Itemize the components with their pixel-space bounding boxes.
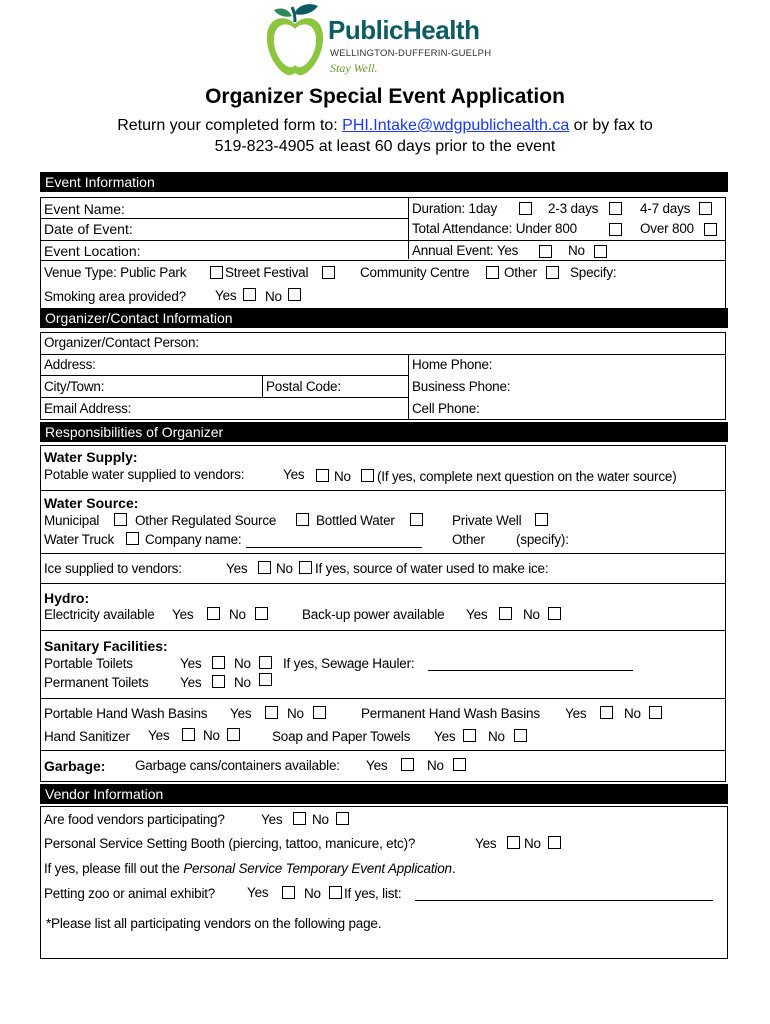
permanent-toilets-yes-checkbox[interactable] [212,675,225,688]
attendance-over800-label: Over 800 [640,221,694,236]
company-name-line[interactable] [246,547,422,548]
venue-street-checkbox[interactable] [322,266,335,279]
intro-fax-line: 519-823-4905 at least 60 days prior to the event [214,138,556,155]
venue-street-label: Street Festival [225,265,309,280]
duration-1day-checkbox[interactable] [519,202,532,215]
soap-towels-label: Soap and Paper Towels [272,729,411,744]
permanent-toilets-label: Permanent Toilets [44,675,149,690]
sanitizer-yes-checkbox[interactable] [182,728,195,741]
form-title: Organizer Special Event Application [205,85,565,108]
permanent-handwash-no-checkbox[interactable] [649,706,662,719]
portable-handwash-no-label: No [287,706,304,721]
psb-no-checkbox[interactable] [548,836,561,849]
venue-park-checkbox[interactable] [210,266,223,279]
section-header-vendor [40,784,728,804]
venue-other-checkbox[interactable] [546,266,559,279]
electricity-yes-label: Yes [172,607,194,622]
event-date-label: Date of Event: [44,221,133,237]
portable-toilets-yes-checkbox[interactable] [212,656,225,669]
logo-name: PublicHealth [328,15,480,45]
potable-yes-label: Yes [283,467,305,482]
permanent-handwash-yes-checkbox[interactable] [600,706,613,719]
permanent-toilets-no-label: No [234,675,251,690]
intro-before: Return your completed form to: [117,117,343,134]
annual-no-label: No [568,243,585,258]
public-health-logo [262,2,502,80]
portable-handwash-yes-checkbox[interactable] [265,706,278,719]
annual-event-label: Annual Event: Yes [412,243,519,258]
portable-handwash-label: Portable Hand Wash Basins [44,706,208,721]
permanent-toilets-no-checkbox[interactable] [259,673,272,686]
row-line [40,354,726,355]
potable-note: (If yes, complete next question on the water source) [377,469,677,484]
postal-code-label: Postal Code: [266,379,341,394]
portable-toilets-no-label: No [234,656,251,671]
venue-specify-label: Specify: [570,265,617,280]
garbage-yes-label: Yes [366,758,388,773]
row-line [40,240,726,241]
backup-power-label: Back-up power available [302,607,445,622]
vendor-note: *Please list all participating vendors on the following page. [46,916,382,931]
row-line [40,698,726,699]
attendance-under800-checkbox[interactable] [609,223,622,236]
petting-list-label: If yes, list: [344,886,402,901]
petting-no-checkbox[interactable] [329,886,342,899]
section-title: Organizer/Contact Information [45,310,233,326]
row-line [40,375,408,376]
garbage-cans-label: Garbage cans/containers available: [135,758,340,773]
backup-yes-label: Yes [466,607,488,622]
portable-toilets-yes-label: Yes [180,656,202,671]
psb-no-label: No [524,836,541,851]
water-truck-label: Water Truck [44,532,115,547]
petting-zoo-label: Petting zoo or animal exhibit? [44,886,216,901]
venue-community-label: Community Centre [360,265,470,280]
psb-application-link: Personal Service Temporary Event Application [183,861,452,876]
divider [262,375,263,397]
other-source-label: Other [452,532,485,547]
row-line [40,490,726,491]
ice-yes-checkbox[interactable] [258,561,271,574]
event-location-label: Event Location: [44,243,141,259]
other-regulated-checkbox[interactable] [296,513,309,526]
duration-4-7-checkbox[interactable] [699,202,712,215]
ice-yes-label: Yes [226,561,248,576]
smoking-no-checkbox[interactable] [288,288,301,301]
water-supply-heading: Water Supply: [44,449,138,465]
row-line [40,630,726,631]
other-specify-label: (specify): [516,532,569,547]
sanitizer-yes-label: Yes [148,728,170,743]
ice-no-label: No [276,561,293,576]
psb-yes-checkbox[interactable] [507,836,520,849]
smoking-yes-checkbox[interactable] [243,288,256,301]
apple-logo-icon [262,2,328,80]
water-source-heading: Water Source: [44,495,139,511]
section-header-responsibilities [40,422,728,442]
permanent-toilets-yes-label: Yes [180,675,202,690]
sanitary-heading: Sanitary Facilities: [44,638,168,654]
venue-other-label: Other [504,265,537,280]
logo-subtitle: WELLINGTON-DUFFERIN-GUELPH [330,48,492,59]
email-link[interactable]: PHI.Intake@wdgpublichealth.ca [342,117,570,134]
row-line [40,553,726,554]
psb-label: Personal Service Setting Booth (piercing, tattoo, manicure, etc)? [44,836,416,851]
attendance-label: Total Attendance: Under 800 [412,221,577,236]
backup-no-label: No [523,607,540,622]
garbage-yes-checkbox[interactable] [401,758,414,771]
food-vendors-label: Are food vendors participating? [44,812,225,827]
electricity-yes-checkbox[interactable] [207,607,220,620]
petting-yes-checkbox[interactable] [282,886,295,899]
potable-no-checkbox[interactable] [361,469,374,482]
intro-after: or by fax to [569,117,653,134]
attendance-over800-checkbox[interactable] [704,223,717,236]
duration-2-3-checkbox[interactable] [609,202,622,215]
vendor-info-box [40,806,728,959]
electricity-no-label: No [229,607,246,622]
row-line [40,750,726,751]
food-no-label: No [312,812,329,827]
petting-list-line[interactable] [415,900,713,901]
permanent-handwash-label: Permanent Hand Wash Basins [361,706,540,721]
annual-yes-checkbox[interactable] [539,245,552,258]
section-header-contact [40,308,728,328]
venue-community-checkbox[interactable] [486,266,499,279]
backup-yes-checkbox[interactable] [499,607,512,620]
portable-handwash-yes-label: Yes [230,706,252,721]
backup-no-checkbox[interactable] [548,607,561,620]
potable-no-label: No [334,469,351,484]
duration-4-7-label: 4-7 days [640,201,691,216]
portable-toilets-no-checkbox[interactable] [259,656,272,669]
divider [408,197,409,259]
psb-yes-label: Yes [475,836,497,851]
row-line [40,260,726,261]
private-well-label: Private Well [452,513,522,528]
company-name-label: Company name: [145,532,242,547]
contact-person-label: Organizer/Contact Person: [44,335,199,350]
potable-yes-checkbox[interactable] [316,469,329,482]
sanitizer-no-checkbox[interactable] [227,728,240,741]
duration-2-3-label: 2-3 days [548,201,599,216]
section-header-event [40,172,728,192]
email-address-label: Email Address: [44,401,132,416]
hand-sanitizer-label: Hand Sanitizer [44,729,130,744]
portable-handwash-no-checkbox[interactable] [313,706,326,719]
business-phone-label: Business Phone: [412,379,511,394]
ice-note: If yes, source of water used to make ice: [315,561,549,576]
soap-yes-checkbox[interactable] [463,729,476,742]
garbage-heading: Garbage: [44,758,106,774]
psb-instruction [44,861,455,877]
annual-no-checkbox[interactable] [594,245,607,258]
address-label: Address: [44,357,96,372]
row-line [40,218,408,219]
municipal-checkbox[interactable] [114,513,127,526]
intro-text [0,115,770,157]
soap-no-checkbox[interactable] [514,729,527,742]
food-yes-label: Yes [261,812,283,827]
municipal-label: Municipal [44,513,100,528]
petting-no-label: No [304,886,321,901]
divider [408,354,409,420]
garbage-no-label: No [427,758,444,773]
food-no-checkbox[interactable] [336,812,349,825]
soap-no-label: No [488,729,505,744]
hydro-heading: Hydro: [44,590,90,606]
section-title: Responsibilities of Organizer [45,424,224,440]
section-title: Event Information [45,174,155,190]
water-truck-checkbox[interactable] [126,532,139,545]
row-line [40,583,726,584]
event-name-label: Event Name: [44,201,125,217]
potable-water-label: Potable water supplied to vendors: [44,467,245,482]
cell-phone-label: Cell Phone: [412,401,480,416]
section-title: Vendor Information [45,786,164,802]
duration-label: Duration: 1day [412,201,498,216]
bottled-water-label: Bottled Water [316,513,395,528]
food-yes-checkbox[interactable] [293,812,306,825]
city-label: City/Town: [44,379,105,394]
ice-no-checkbox[interactable] [299,561,312,574]
sanitizer-no-label: No [203,728,220,743]
fill-before: If yes, please fill out the [44,861,184,876]
ice-label: Ice supplied to vendors: [44,561,182,576]
smoking-yes-label: Yes [215,288,237,303]
sewage-hauler-line[interactable] [428,670,633,671]
soap-yes-label: Yes [434,729,456,744]
electricity-no-checkbox[interactable] [255,607,268,620]
petting-yes-label: Yes [247,885,269,900]
fill-after: . [451,861,456,876]
permanent-handwash-no-label: No [624,706,641,721]
logo-tagline: Stay Well. [330,61,378,75]
bottled-water-checkbox[interactable] [410,513,423,526]
row-line [40,397,408,398]
smoking-no-label: No [265,289,282,304]
venue-type-label: Venue Type: Public Park [44,265,187,280]
home-phone-label: Home Phone: [412,357,493,372]
garbage-no-checkbox[interactable] [453,758,466,771]
other-regulated-label: Other Regulated Source [135,513,277,528]
electricity-label: Electricity available [44,607,155,622]
private-well-checkbox[interactable] [535,513,548,526]
smoking-label: Smoking area provided? [44,289,186,304]
permanent-handwash-yes-label: Yes [565,706,587,721]
sewage-hauler-label: If yes, Sewage Hauler: [283,656,415,671]
portable-toilets-label: Portable Toilets [44,656,133,671]
